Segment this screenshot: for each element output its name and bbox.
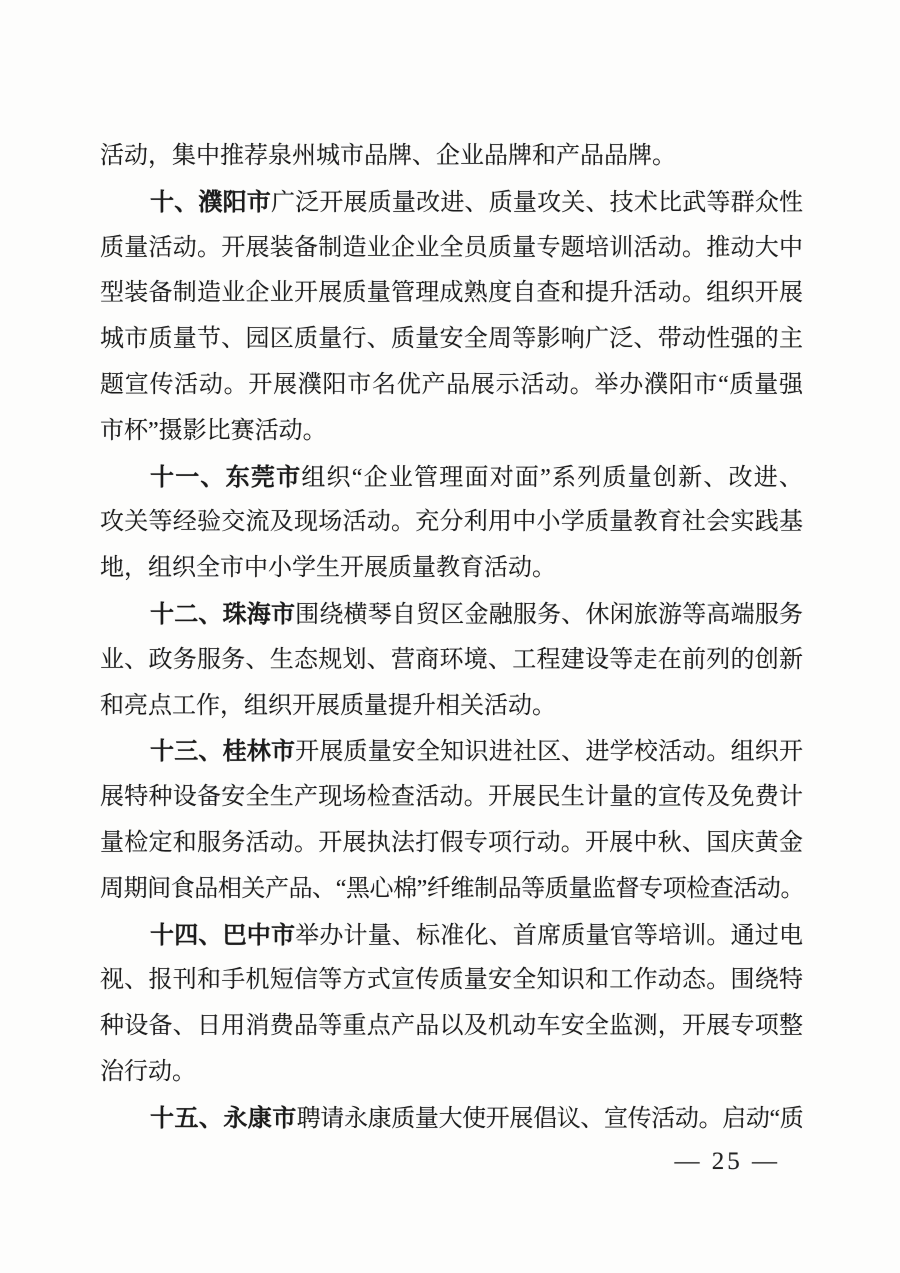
body-text: 开展质量安全知识进社区、进学校活动。组织开	[295, 739, 804, 766]
text-line	[100, 226, 803, 272]
body-text: 活动，集中推荐泉州城市品牌、企业品牌和产品品牌。	[100, 143, 676, 169]
text-line	[100, 317, 803, 363]
text-block	[100, 134, 803, 1142]
text-line	[100, 684, 803, 730]
body-text: 周期间食品相关产品、“黑心棉”纤维制品等质量监督专项检查活动。	[100, 875, 803, 902]
city-heading: 十一、东莞市	[150, 463, 302, 491]
body-text: 广泛开展质量改进、质量攻关、技术比武等群众性	[270, 189, 804, 216]
text-line	[100, 592, 803, 638]
city-heading: 十五、永康市	[150, 1104, 297, 1132]
city-heading: 十二、珠海市	[150, 600, 296, 628]
text-line	[100, 134, 803, 180]
body-text: 围绕横琴自贸区金融服务、休闲旅游等高端服务	[295, 601, 804, 628]
body-text: 城市质量节、园区质量行、质量安全周等影响广泛、带动性强的主	[100, 326, 803, 353]
text-line	[100, 500, 803, 546]
text-line	[100, 1096, 803, 1142]
body-text: 题宣传活动。开展濮阳市名优产品展示活动。举办濮阳市“质量强	[100, 371, 803, 398]
text-line	[100, 1004, 803, 1050]
body-text: 聘请永康质量大使开展倡议、宣传活动。启动“质	[296, 1105, 803, 1132]
text-line	[100, 913, 803, 959]
city-heading: 十三、桂林市	[150, 738, 296, 766]
text-line	[100, 821, 803, 867]
page-number: — 25 —	[674, 1148, 780, 1175]
body-text: 量检定和服务活动。开展执法打假专项行动。开展中秋、国庆黄金	[100, 829, 803, 856]
body-text: 质量活动。开展装备制造业企业全员质量专题培训活动。推动大中	[100, 234, 803, 261]
body-text: 治行动。	[100, 1058, 196, 1085]
text-line	[100, 775, 803, 821]
text-line	[100, 1050, 803, 1096]
text-line	[100, 867, 803, 913]
text-line	[100, 455, 803, 501]
text-line	[100, 409, 803, 455]
body-text: 和亮点工作，组织开展质量提升相关活动。	[100, 692, 556, 719]
text-line	[100, 180, 803, 226]
text-line	[100, 958, 803, 1004]
body-text: 业、政务服务、生态规划、营商环境、工程建设等走在前列的创新	[100, 646, 803, 673]
body-text: 视、报刊和手机短信等方式宣传质量安全知识和工作动态。围绕特	[100, 967, 803, 994]
text-line	[100, 546, 803, 592]
body-text: 举办计量、标准化、首席质量官等培训。通过电	[295, 922, 804, 949]
body-text: 组织“企业管理面对面”系列质量创新、改进、	[301, 464, 803, 491]
body-text: 展特种设备安全生产现场检查活动。开展民生计量的宣传及免费计	[100, 784, 803, 811]
body-text: 型装备制造业企业开展质量管理成熟度自查和提升活动。组织开展	[100, 280, 803, 307]
text-line	[100, 638, 803, 684]
body-text: 攻关等经验交流及现场活动。充分利用中小学质量教育社会实践基	[100, 509, 803, 536]
body-text: 地，组织全市中小学生开展质量教育活动。	[100, 555, 556, 582]
body-text: 种设备、日用消费品等重点产品以及机动车安全监测，开展专项整	[100, 1013, 803, 1040]
body-text: 市杯”摄影比赛活动。	[100, 417, 327, 444]
text-line	[100, 729, 803, 775]
text-line	[100, 271, 803, 317]
city-heading: 十四、巴中市	[150, 921, 296, 949]
text-line	[100, 363, 803, 409]
city-heading: 十、濮阳市	[150, 188, 271, 216]
